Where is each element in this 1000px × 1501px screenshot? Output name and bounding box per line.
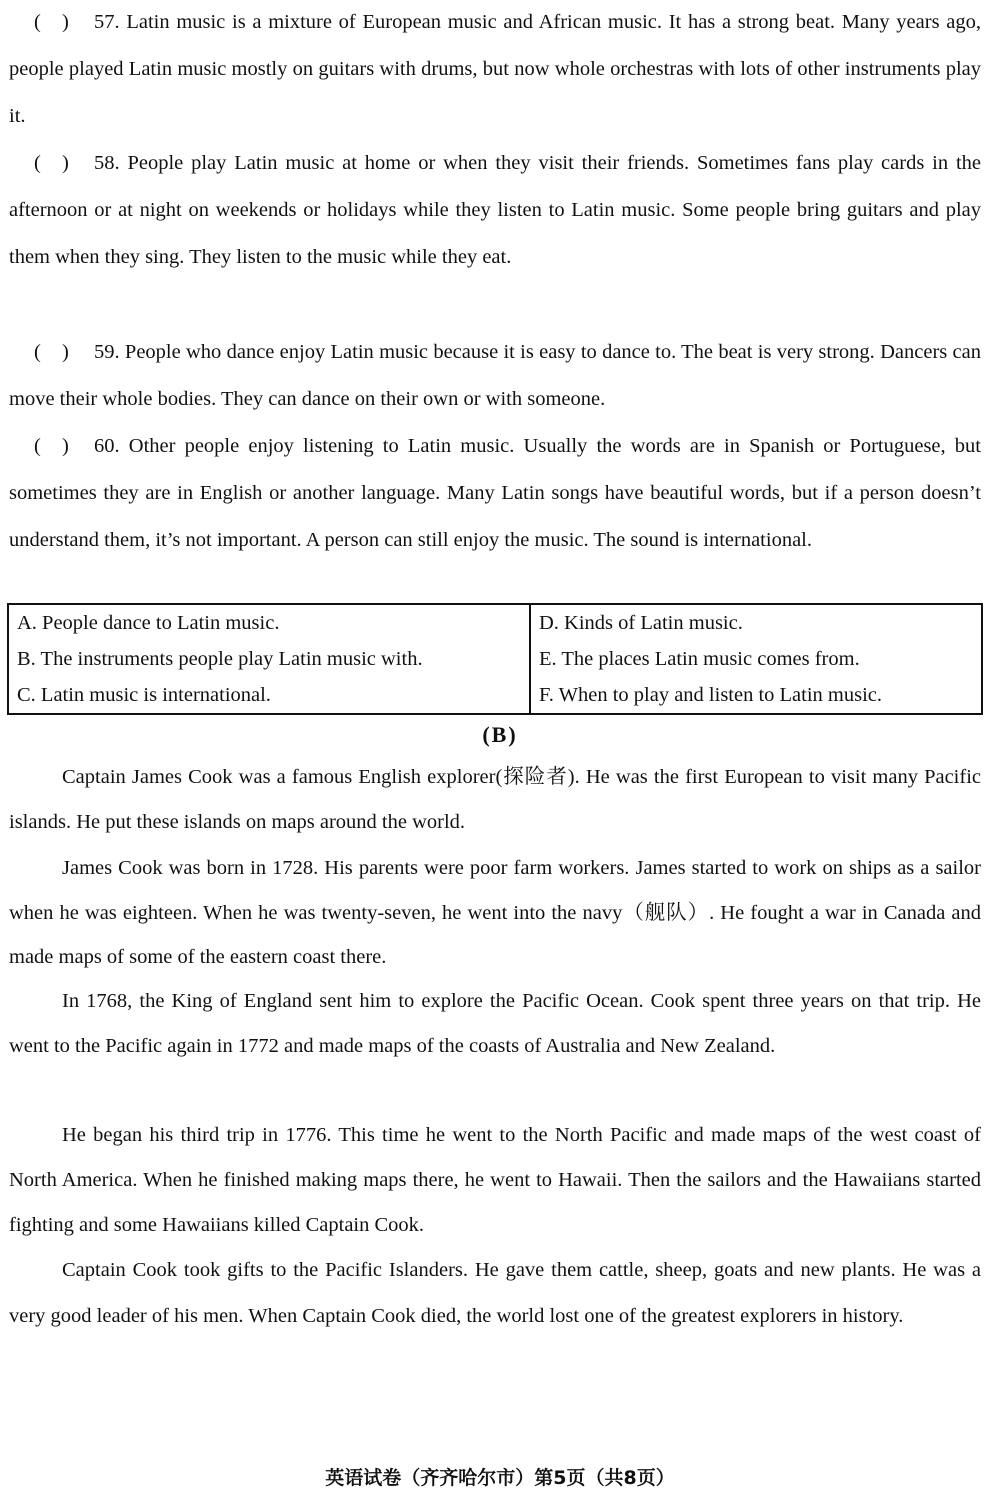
- question-text: 58. People play Latin music at home or when they visit their friends. Sometimes fans play cards in the afternoon or at night on weekends or holidays while they listen to Latin music. Some people bring guitars and play them when they sing. They listen to the music while they eat.: [9, 152, 981, 268]
- question-text: 57. Latin music is a mixture of European music and African music. It has a strong beat. Many years ago, people played Latin music mostly on guitars with drums, but now whole orchestras with lots of other instruments play it.: [9, 11, 981, 127]
- answer-blank-open: (: [34, 152, 41, 174]
- question-text: 60. Other people enjoy listening to Latin music. Usually the words are in Spanish or Portuguese, but sometimes they are in English or another language. Many Latin songs have beautiful words, but if a person doesn’t understand them, it’s not important. A person can still enjoy the music. The sound is international.: [9, 435, 981, 551]
- question-59: [9, 329, 981, 423]
- passage-paragraph-4: [9, 1113, 981, 1248]
- question-60: [9, 423, 981, 564]
- answer-blank-open: (: [34, 341, 41, 363]
- paragraph-text: He began his third trip in 1776. This time he went to the North Pacific and made maps of the west coast of North America. When he finished making maps there, he went to Hawaii. Then the sailors and the Hawaiians started fighting and some Hawaiians killed Captain Cook.: [9, 1124, 981, 1236]
- paragraph-text: James Cook was born in 1728. His parents were poor farm workers. James started to work on ships as a sailor when he was eighteen. When he was twenty-seven, he went into the navy（舰队）. He fought a war in Canada and made maps of some of the eastern coast there.: [9, 857, 981, 968]
- option-f: F. When to play and listen to Latin music.: [539, 683, 883, 706]
- option-b: B. The instruments people play Latin music with.: [8, 641, 530, 677]
- passage-paragraph-5: [9, 1248, 981, 1339]
- section-b-title: (B): [482, 722, 518, 747]
- passage-paragraph-3: [9, 979, 981, 1069]
- answer-blank-close: ): [62, 152, 69, 174]
- passage-paragraph-1: [9, 755, 981, 845]
- paragraph-text: Captain Cook took gifts to the Pacific Islanders. He gave them cattle, sheep, goats and new plants. He was a very good leader of his men. When Captain Cook died, the world lost one of the greatest explorers in history.: [9, 1259, 981, 1327]
- question-57: [9, 0, 981, 140]
- answer-blank-open: (: [34, 435, 41, 457]
- option-e: E. The places Latin music comes from.: [539, 647, 860, 670]
- options-table: [7, 603, 983, 715]
- option-a: A. People dance to Latin music.: [8, 604, 530, 641]
- passage-paragraph-2: [9, 846, 981, 980]
- answer-blank-close: ): [62, 341, 69, 363]
- page-footer: 英语试卷（齐齐哈尔市）第5页（共8页）: [325, 1467, 675, 1489]
- paragraph-text: In 1768, the King of England sent him to explore the Pacific Ocean. Cook spent three years on that trip. He went to the Pacific again in 1772 and made maps of the coasts of Australia and New Zealand.: [9, 990, 981, 1057]
- option-c: C. Latin music is international.: [8, 677, 530, 714]
- option-d: D. Kinds of Latin music.: [539, 611, 743, 634]
- question-text: 59. People who dance enjoy Latin music because it is easy to dance to. The beat is very strong. Dancers can move their whole bodies. They can dance on their own or with someone.: [9, 341, 981, 410]
- answer-blank-close: ): [62, 11, 69, 33]
- answer-blank-open: (: [34, 11, 41, 33]
- question-58: [9, 140, 981, 281]
- answer-blank-close: ): [62, 435, 69, 457]
- paragraph-text: Captain James Cook was a famous English explorer(探险者). He was the first European to visit many Pacific islands. He put these islands on maps around the world.: [9, 766, 981, 833]
